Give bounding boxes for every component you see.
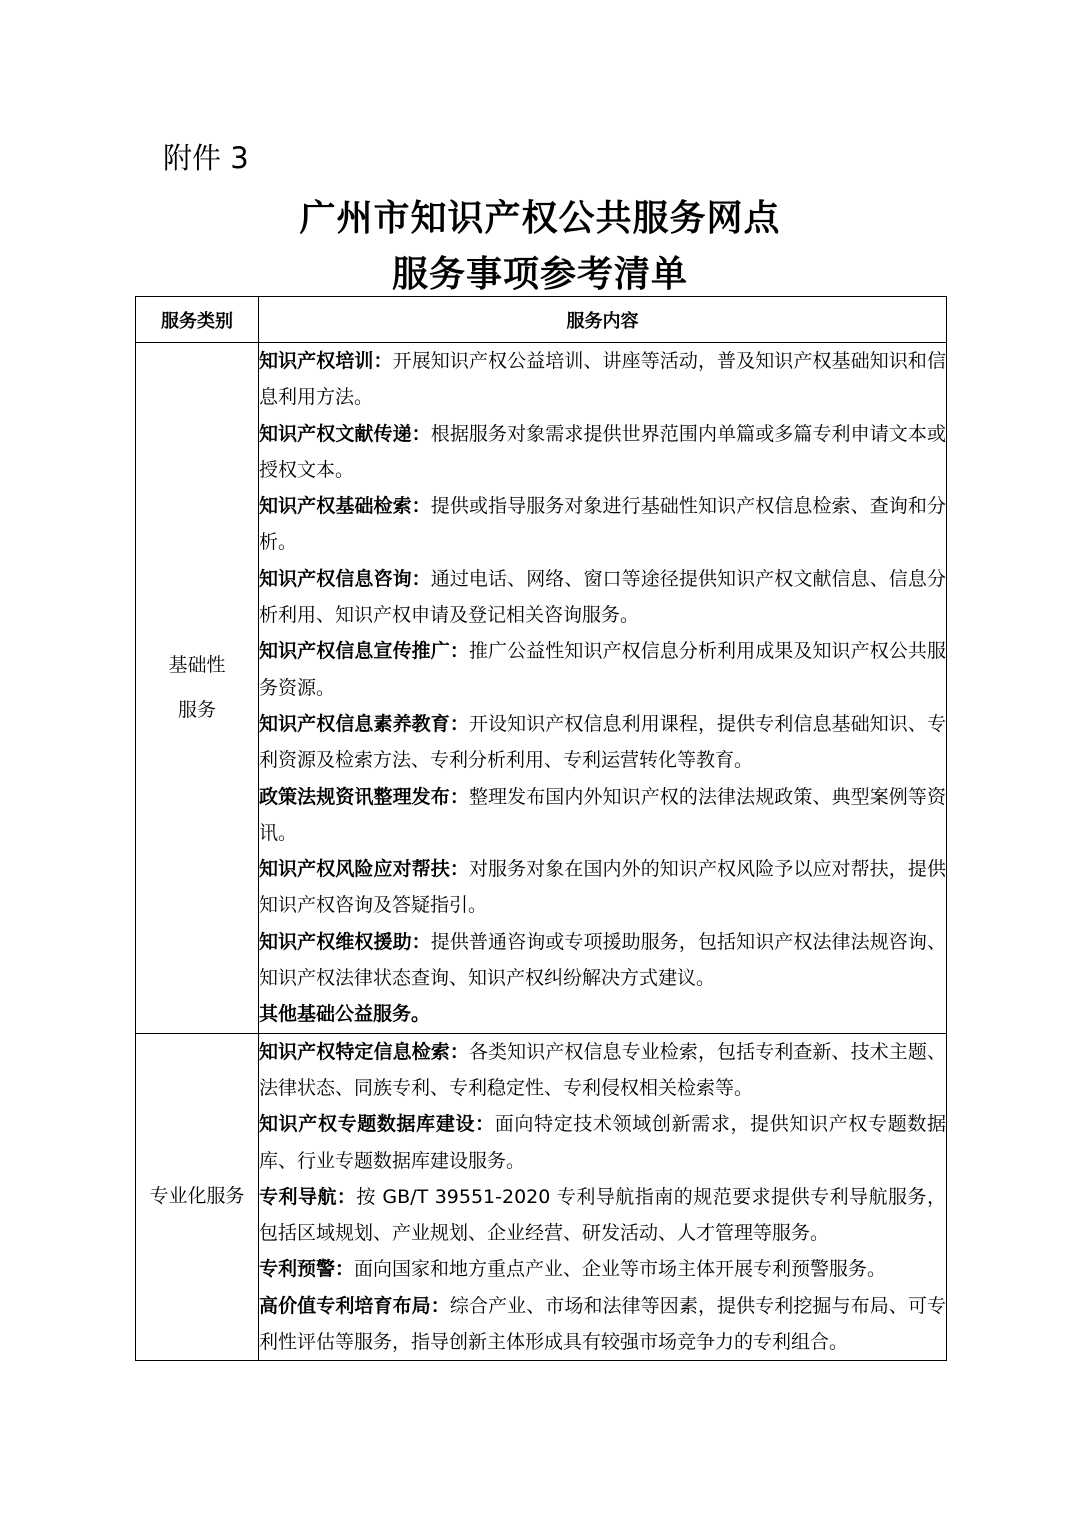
service-item <box>259 1106 946 1179</box>
category-label: 基础性 <box>168 653 226 676</box>
service-item <box>259 779 946 852</box>
service-item <box>259 851 946 924</box>
service-item <box>259 1288 946 1361</box>
service-item-desc: 提供普通咨询或专项援助服务，包括知识产权法律法规咨询、知识产权法律状态查询、知识产权纠纷解决方式建议。 <box>259 930 946 990</box>
service-item-term: 知识产权基础检索： <box>259 495 431 518</box>
category-label: 服务 <box>177 698 216 721</box>
service-item <box>259 561 946 634</box>
content-cell-professional <box>259 1033 947 1361</box>
service-item-term: 高价值专利培育布局： <box>259 1294 450 1317</box>
service-item-desc: 通过电话、网络、窗口等途径提供知识产权文献信息、信息分析利用、知识产权申请及登记相关咨询服务。 <box>259 567 946 627</box>
service-item-term: 其他基础公益服务。 <box>259 1003 431 1026</box>
document-title-line-2: 服务事项参考清单 <box>391 253 688 295</box>
service-item-desc: 综合产业、市场和法律等因素，提供专利挖掘与布局、可专利性评估等服务，指导创新主体形成具有较强市场竞争力的专利组合。 <box>259 1294 946 1354</box>
service-item-term: 专利导航： <box>259 1185 357 1208</box>
category-cell-professional <box>136 1033 259 1361</box>
service-item-desc: 推广公益性知识产权信息分析利用成果及知识产权公共服务资源。 <box>259 640 946 699</box>
service-item <box>259 924 946 997</box>
service-item-desc: 各类知识产权信息专业检索，包括专利查新、技术主题、法律状态、同族专利、专利稳定性、专利侵权相关检索等。 <box>259 1040 946 1099</box>
category-cell-basic <box>136 343 259 1034</box>
service-item-term: 知识产权专题数据库建设： <box>259 1113 495 1136</box>
service-item <box>259 996 946 1032</box>
service-item-term: 知识产权维权援助： <box>259 930 431 953</box>
service-item-desc: 根据服务对象需求提供世界范围内单篇或多篇专利申请文本或授权文本。 <box>259 422 946 481</box>
service-item-term: 政策法规资讯整理发布： <box>259 785 469 808</box>
service-item <box>259 1179 946 1252</box>
service-item-desc: 面向国家和地方重点产业、企业等市场主体开展专利预警服务。 <box>354 1258 887 1281</box>
service-item-desc: 整理发布国内外知识产权的法律法规政策、典型案例等资讯。 <box>259 785 946 844</box>
service-item-term: 知识产权信息咨询： <box>259 567 431 590</box>
service-item <box>259 488 946 561</box>
service-item <box>259 343 946 416</box>
service-item <box>259 1251 946 1287</box>
service-item-desc: 开设知识产权信息利用课程，提供专利信息基础知识、专利资源及检索方法、专利分析利用、专利运营转化等教育。 <box>259 712 946 772</box>
service-item-desc: 面向特定技术领域创新需求，提供知识产权专题数据库、行业专题数据库建设服务。 <box>259 1113 946 1172</box>
service-item-term: 知识产权培训： <box>259 350 393 372</box>
service-item-desc: 开展知识产权公益培训、讲座等活动，普及知识产权基础知识和信息利用方法。 <box>259 350 946 409</box>
table-row-basic <box>136 343 947 1034</box>
table-header-row <box>136 297 947 343</box>
service-item-term: 知识产权风险应对帮扶： <box>259 858 469 881</box>
category-label: 专业化服务 <box>149 1185 245 1208</box>
attachment-label: 附件 3 <box>163 141 249 175</box>
service-item <box>259 416 946 489</box>
header-category: 服务类别 <box>136 297 259 343</box>
header-content: 服务内容 <box>259 297 947 343</box>
document-title-line-1: 广州市知识产权公共服务网点 <box>299 197 781 239</box>
service-item <box>259 1034 946 1107</box>
service-item-term: 专利预警： <box>259 1258 355 1281</box>
service-table <box>135 296 947 1361</box>
content-cell-basic <box>259 343 947 1034</box>
service-item-desc: 对服务对象在国内外的知识产权风险予以应对帮扶，提供知识产权咨询及答疑指引。 <box>259 858 946 917</box>
service-item-term: 知识产权信息宣传推广： <box>259 640 469 663</box>
service-item-term: 知识产权信息素养教育： <box>259 712 469 735</box>
table-row-professional <box>136 1033 947 1361</box>
service-item <box>259 633 946 706</box>
service-item-desc: 按 GB/T 39551-2020 专利导航指南的规范要求提供专利导航服务，包括区域规划、产业规划、企业经营、研发活动、人才管理等服务。 <box>259 1185 946 1245</box>
service-item-term: 知识产权特定信息检索： <box>259 1040 469 1063</box>
service-item-term: 知识产权文献传递： <box>259 422 431 445</box>
service-item-desc: 提供或指导服务对象进行基础性知识产权信息检索、查询和分析。 <box>259 495 946 554</box>
service-item <box>259 706 946 779</box>
